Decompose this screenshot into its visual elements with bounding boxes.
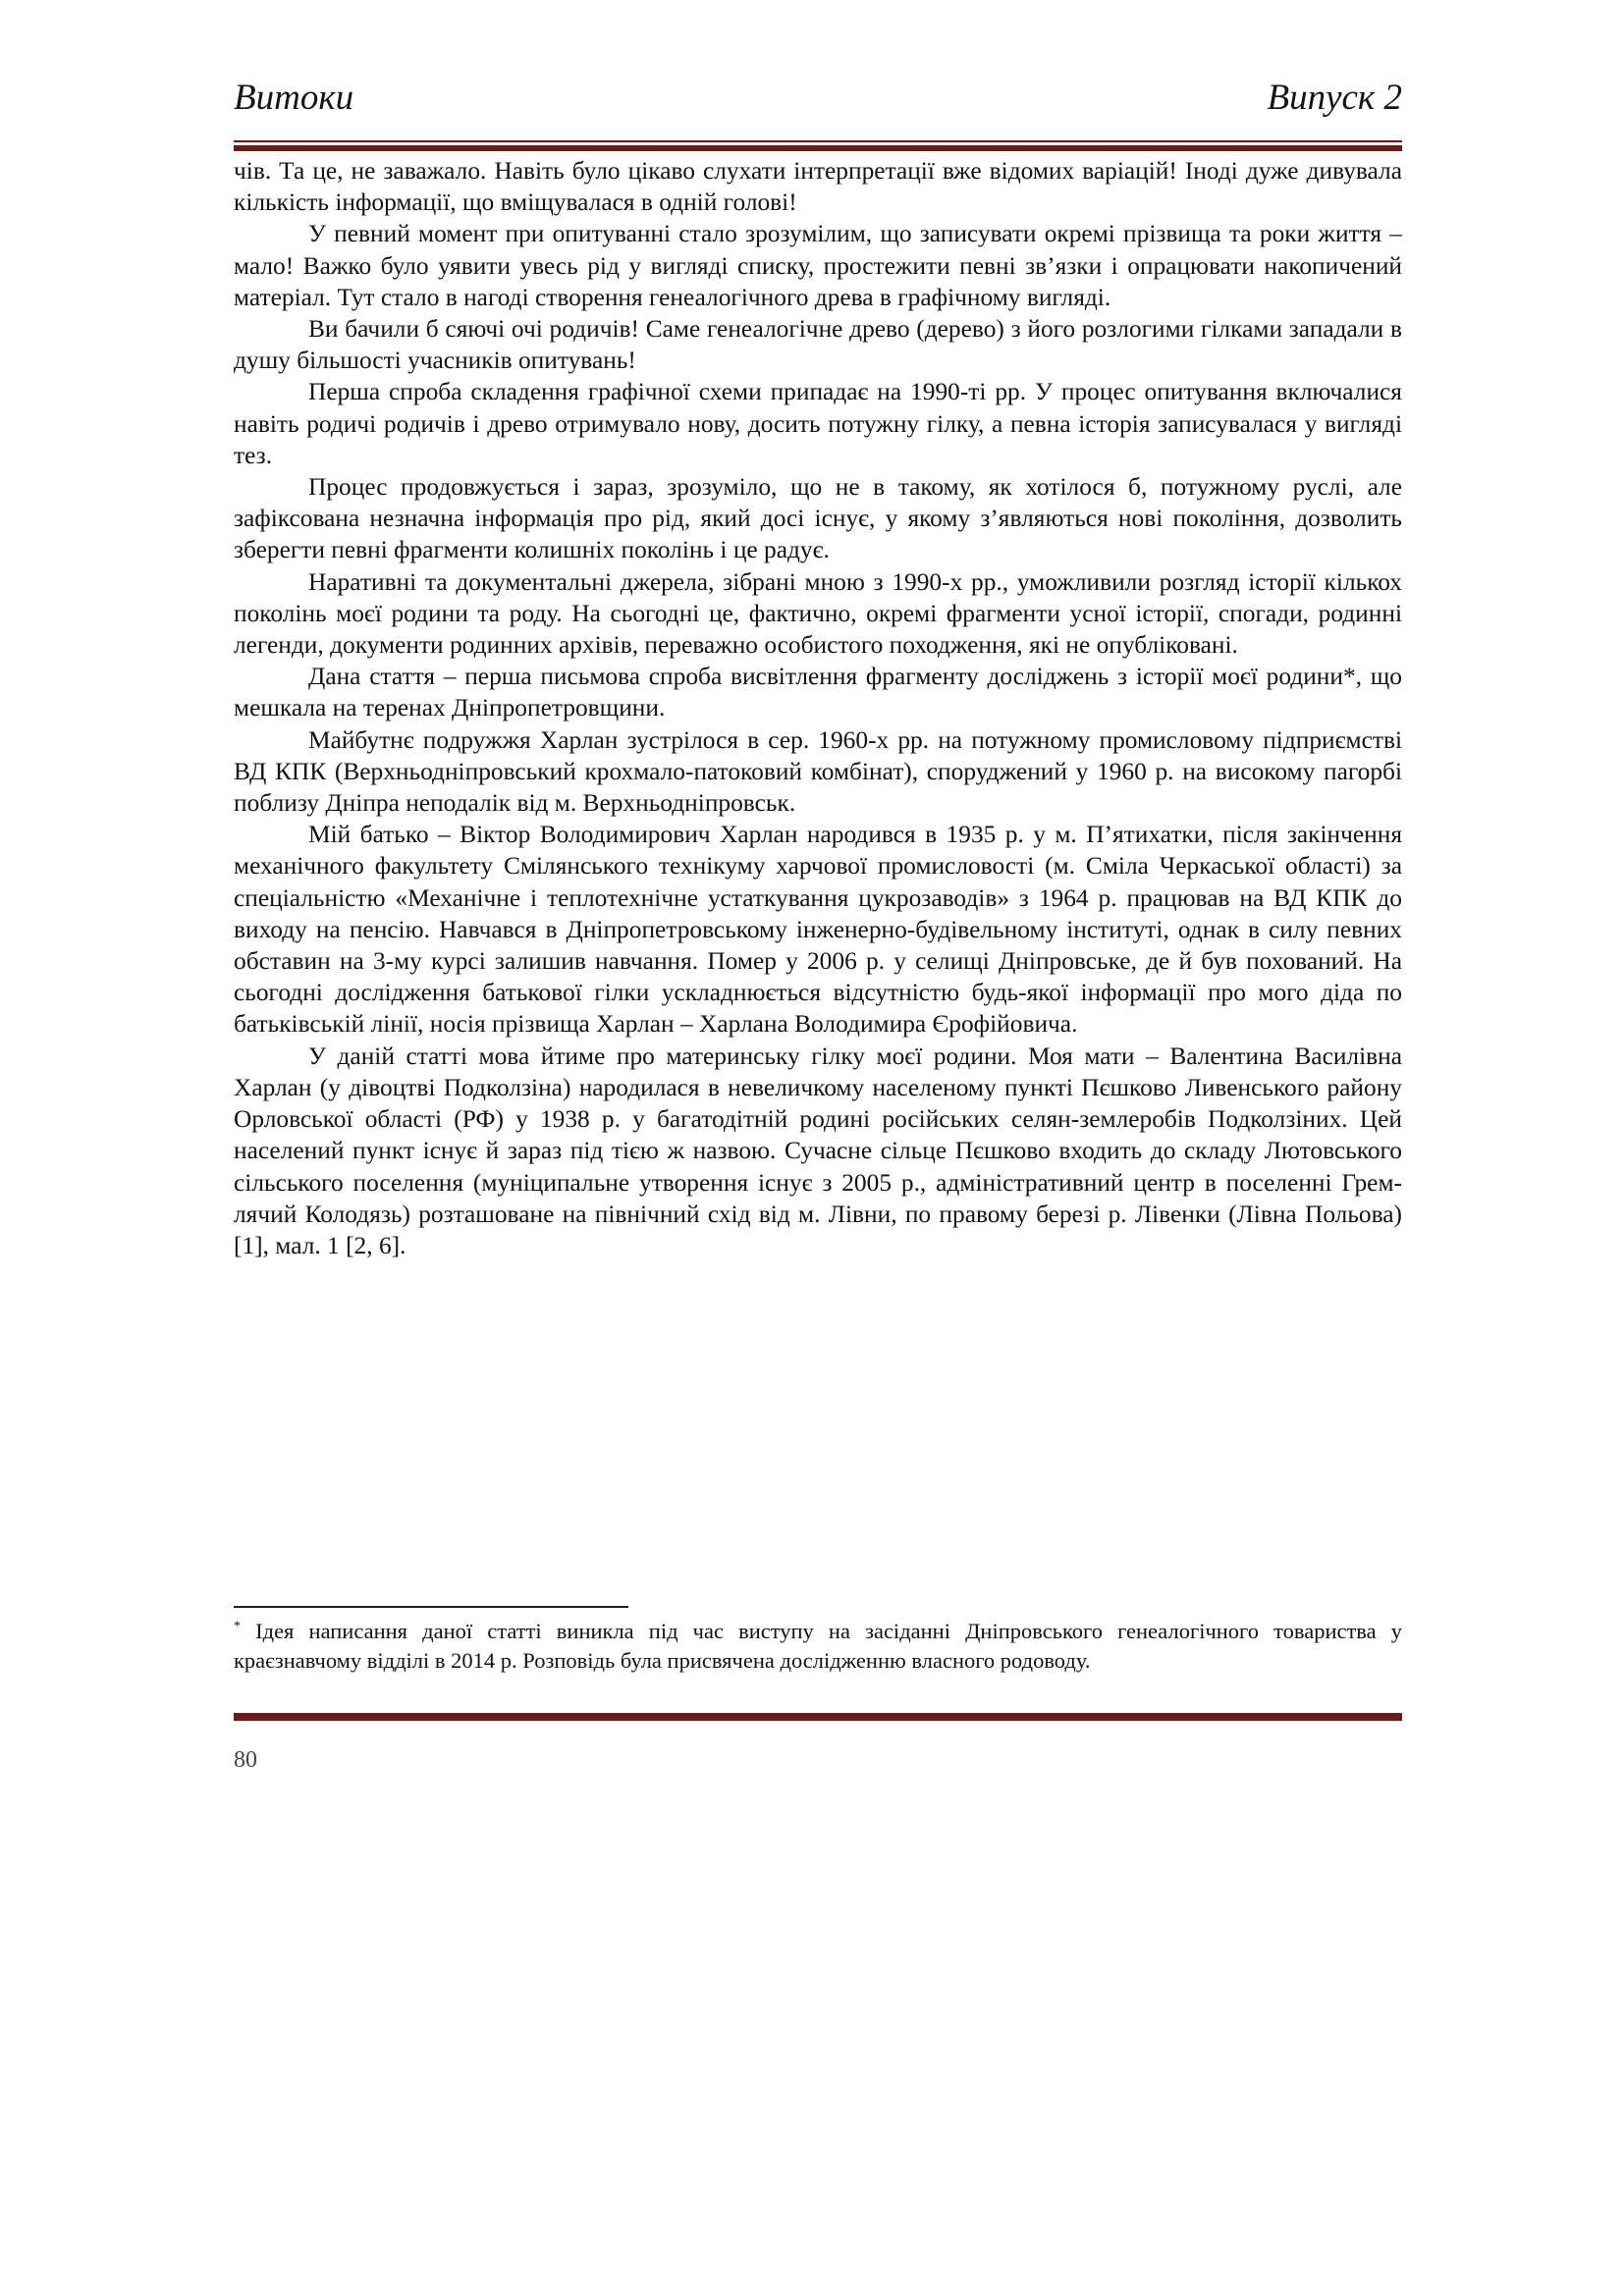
footer-divider bbox=[234, 1710, 1402, 1721]
article-body bbox=[234, 155, 1402, 1261]
footnote-marker: * bbox=[234, 1619, 241, 1634]
paragraph: чів. Та це, не заважало. Навіть було цікаво слухати інтерпретації вже відомих варіацій! Іноді дуже дивувала кількість інформації, що вміщувалася в одній голові! bbox=[234, 157, 1402, 217]
paragraph: У даній статті мова йтиме про материнську гілку моєї родини. Моя мати – Валентина Василівна Харлан (у дівоцтві Подколзіна) народилася в невеличкому населеному пункті Пєшково Ливенського району Орловської області (РФ) у 1938 р. у багатодітній родині російських селян-землеробів Подколзіних. Цей населений пункт існує й зараз під тією ж назвою. Сучасне сільце Пєшково входить до складу Лютовського сільського поселення (муніципальне утворення існує з 2005 р., адміністративний центр в поселенні Гремлячий Колодязь) розташоване на північний схід від м. Лівни, по правому березі р. Лівенки (Лівна Польова) [1], мал. 1 [2, 6]. bbox=[234, 1041, 1402, 1259]
paragraph: Майбутнє подружжя Харлан зустрілося в сер. 1960-х рр. на потужному промисловому підприємстві ВД КПК (Верхньодніпровський крохмало-патоковий комбінат), споруджений у 1960 р. на високому пагорбі поблизу Дніпра неподалік від м. Верхньодніпровськ. bbox=[234, 725, 1402, 818]
paragraph: Дана стаття – перша письмова спроба висвітлення фрагменту досліджень з історії моєї родини*, що мешкала на теренах Дніпропетровщини. bbox=[234, 663, 1402, 722]
paragraph: Процес продовжується і зараз, зрозуміло, що не в такому, як хотілося б, потужному руслі, але зафіксована незначна інформація про рід, який досі існує, у якому з’являються нові покоління, дозволить зберегти певні фрагменти колишніх поколінь і це радує. bbox=[234, 473, 1402, 564]
footnote-text: Ідея написання даної статті виникла під час виступу на засіданні Дніпровського генеалогічного товариства у краєзнавчому відділі в 2014 р. Розповідь була присвячена дослідженню власного родоводу. bbox=[234, 1619, 1402, 1673]
paragraph: У певний момент при опитуванні стало зрозумілим, що записувати окремі прізвища та роки життя – мало! Важко було уявити увесь рід у вигляді списку, простежити певні зв’язки і опрацювати накопичений матеріал. Тут стало в нагоді створення генеалогічного древа в графічному вигляді. bbox=[234, 220, 1402, 311]
journal-title: Витоки bbox=[234, 78, 354, 118]
running-head bbox=[234, 77, 1402, 135]
paragraph: Ви бачили б сяючі очі родичів! Саме генеалогічне древо (дерево) з його розлогими гілками западали в душу більшості учасників опитувань! bbox=[234, 315, 1402, 375]
header-divider bbox=[234, 140, 1402, 151]
paragraph: Перша спроба складення графічної схеми припадає на 1990-ті рр. У процес опитування включалися навіть родичі родичів і древо отримувало нову, досить потужну гілку, а певна історія записувалася у вигляді тез. bbox=[234, 378, 1402, 469]
footnote bbox=[234, 1617, 1402, 1675]
paragraph: Наративні та документальні джерела, зібрані мною з 1990-х рр., уможливили розгляд історії кількох поколінь моєї родини та роду. На сьогодні це, фактично, окремі фрагменти усної історії, спогади, родинні легенди, документи родинних архівів, переважно особистого походження, які не опубліковані. bbox=[234, 567, 1402, 660]
page-number: 80 bbox=[234, 1747, 257, 1773]
footnote-separator bbox=[234, 1606, 628, 1608]
paragraph: Мій батько – Віктор Володимирович Харлан народився в 1935 р. у м. П’ятихатки, після закінчення механічного факультету Смілянського технікуму харчової промисловості (м. Сміла Черкаської області) за спеціальністю «Механічне і теплотехнічне устаткування цукрозаводів» з 1964 р. працював на ВД КПК до виходу на пенсію. Навчався в Дніпропетровському інженерно-будівельному інституті, однак в силу певних обставин на 3-му курсі залишив навчання. Помер у 2006 р. у селищі Дніпровське, де й був похований. На сьогодні дослідження батькової гілки ускладнюється відсутністю будь-якої інформації про мого діда по батьківській лінії, носія прізвища Харлан – Харлана Володимира Єрофійовича. bbox=[234, 821, 1402, 1039]
issue-label: Випуск 2 bbox=[1267, 78, 1402, 118]
